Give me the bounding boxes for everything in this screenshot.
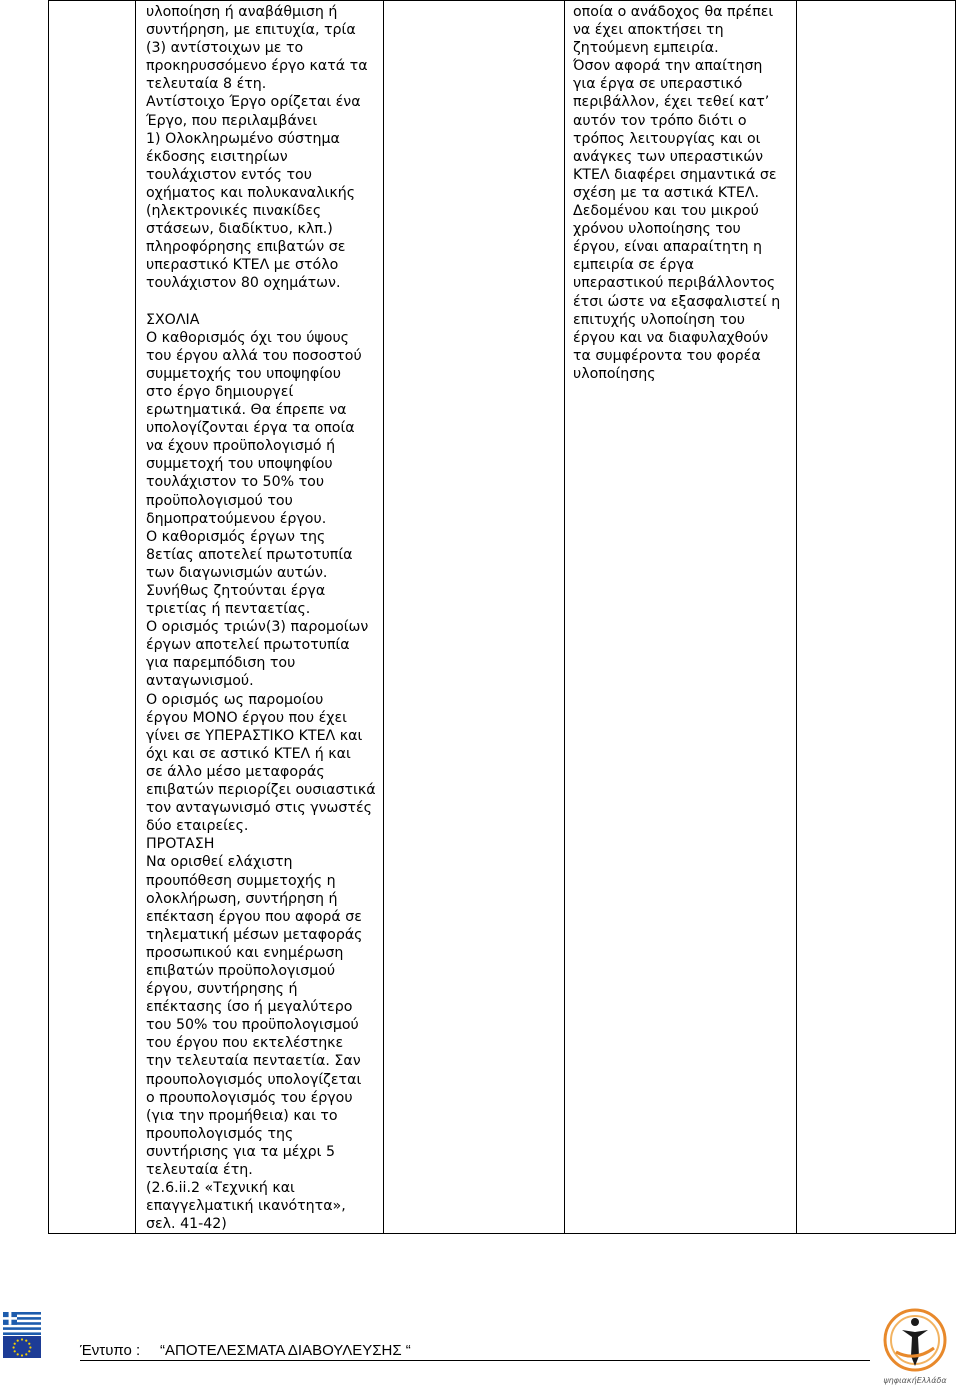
empty-cell-left xyxy=(49,1,136,1234)
logo-figure-body xyxy=(902,1330,928,1366)
requirement-comment-text: υλοποίηση ή αναβάθμιση ή συντήρηση, με επιτυχία, τρία (3) αντίστοιχων με το προκηρυσσόμενο έργο κατά τα τελευταία 8 έτη. Αντίστοιχο Έργο ορίζεται ένα Έργο, που περιλαμβάνει 1) Ολοκληρωμένο σύστημα έκδοσης εισιτηρίων τουλάχιστον εντός του οχήματος και πολυκαναλικής (ηλεκτρονικές πινακίδες στάσεων, διαδίκτυο, κλπ.) πληροφόρησης επιβατών σε υπεραστικό ΚΤΕΛ με στόλο τουλάχιστον 80 οχημάτων. ΣΧΟΛΙΑ Ο καθορισμός όχι του ύψους του έργου αλλά του ποσοστού συμμετοχής του υποψηφίου στο έργο δημιουργεί ερωτηματικά. Θα έπρεπε να υπολογίζονται έργα τα οποία να έχουν προϋπολογισμό ή συμμετοχή του υποψηφίου τουλάχιστον το 50% του προϋπολογισμού του δημοπρατούμενου έργου. Ο καθορισμός έργων της 8ετίας αποτελεί πρωτοτυπία των διαγωνισμών αυτών. Συνήθως ζητούνται έργα τριετίας ή πενταετίας. Ο ορισμός τριών(3) παρομοίων έργων αποτελεί πρωτοτυπία για παρεμπόδιση του ανταγωνισμού. Ο ορισμός ως παρομοίου έργου ΜΟΝΟ έργου που έχει γίνει σε ΥΠΕΡΑΣΤΙΚΟ ΚΤΕΛ και όχι και σε αστικό ΚΤΕΛ ή και σε άλλο μέσο μεταφοράς επιβατών περιορίζει ουσιαστικά τον ανταγωνισμό στις γνωστές δύο εταιρείες. ΠΡΟΤΑΣΗ Να ορισθεί ελάχιστη προυπόθεση συμμετοχής η ολοκλήρωση, συντήρηση ή επέκταση έργου που αφορά σε τηλεματική μέσων μεταφοράς προσωπικού και ενημέρωση επιβατών προϋπολογισμού έργου, συντήρησης ή επέκτασης ίσο ή μεγαλύτερο του 50% του προϋπολογισμού του έργου που εκτελέστηκε την τελευταία πενταετία. Σαν προυπολογισμός υπολογίζεται ο προυπολογισμός του έργου (για την προμήθεια) και το προυπολογισμός της συντήρισης για τα μέχρι 5 τελευταία έτη. (2.6.ii.2 «Τεχνική και επαγγελματική ικανότητα», σελ. 41-42) xyxy=(146,4,376,1233)
eu-flag-icon xyxy=(3,1336,41,1358)
form-label: Έντυπο : xyxy=(80,1342,141,1359)
logo-text: ψηφιακήΕλλάδα xyxy=(883,1376,947,1385)
authority-response-cell xyxy=(565,1,797,1234)
page-footer xyxy=(0,1300,960,1389)
authority-response-text: οποία ο ανάδοχος θα πρέπει να έχει αποκτήσει τη ζητούμενη εμπειρία. Όσον αφορά την απαίτηση για έργα σε υπεραστικό περιβάλλον, έχει τεθεί κατ’ αυτόν τον τρόπο διότι ο τρόπος λειτουργίας και οι ανάγκες των υπεραστικών ΚΤΕΛ διαφέρει σημαντικά σε σχέση με τα αστικά ΚΤΕΛ. Δεδομένου και του μικρού χρόνου υλοποίησης του έργου, είναι απαραίτητη η εμπειρία σε έργα υπεραστικού περιβάλλοντος έτσι ώστε να εξασφαλιστεί η επιτυχής υλοποίηση του έργου και να διαφυλαχθούν τα συμφέροντα του φορέα υλοποίησης xyxy=(573,4,781,382)
logo-figure-head xyxy=(911,1318,919,1326)
requirement-comment-cell xyxy=(136,1,384,1234)
empty-cell-right xyxy=(797,1,956,1234)
consultation-table xyxy=(48,0,956,1234)
empty-cell-middle xyxy=(384,1,565,1234)
form-title: “ΑΠΟΤΕΛΕΣΜΑΤΑ ΔΙΑΒΟΥΛΕΥΣΗΣ “ xyxy=(160,1342,411,1359)
greek-flag-icon xyxy=(3,1312,41,1358)
table-row xyxy=(49,1,956,1234)
greek-flag xyxy=(3,1312,41,1335)
psifiaki-ellada-logo xyxy=(872,1304,958,1386)
footer-divider xyxy=(80,1360,870,1361)
